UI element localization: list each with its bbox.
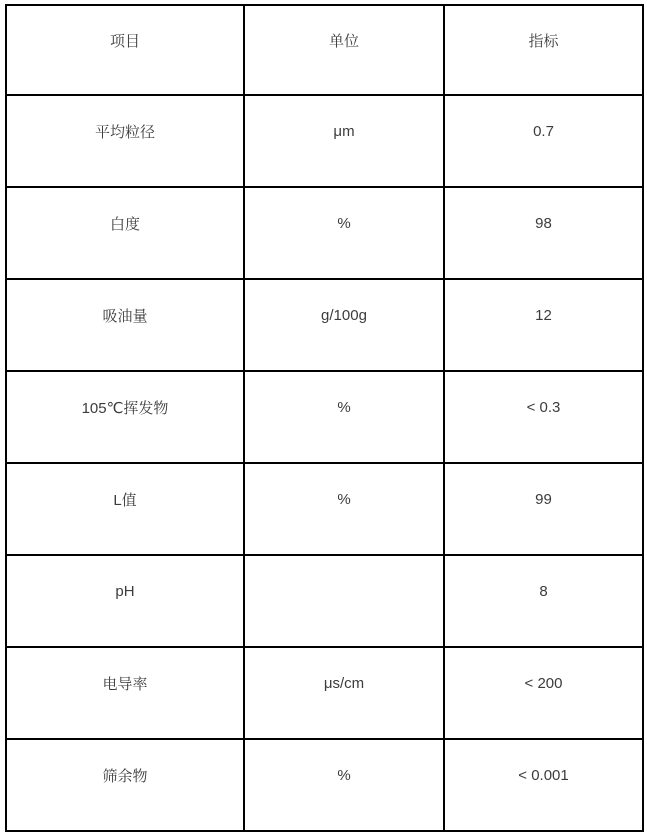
- cell-item: pH: [6, 555, 244, 647]
- cell-unit: %: [244, 187, 444, 279]
- table-row: [6, 463, 643, 555]
- cell-unit: μs/cm: [244, 647, 444, 739]
- table-row: [6, 647, 643, 739]
- cell-value: < 0.001: [444, 739, 643, 831]
- table-row: [6, 187, 643, 279]
- cell-item: 105℃挥发物: [6, 371, 244, 463]
- cell-value: < 0.3: [444, 371, 643, 463]
- table-row: [6, 371, 643, 463]
- cell-unit: %: [244, 371, 444, 463]
- table-row: [6, 739, 643, 831]
- cell-item: 白度: [6, 187, 244, 279]
- header-item: 项目: [6, 5, 244, 95]
- cell-item: 电导率: [6, 647, 244, 739]
- cell-value: 99: [444, 463, 643, 555]
- product-spec-table: [5, 4, 644, 832]
- header-value: 指标: [444, 5, 643, 95]
- cell-value: 12: [444, 279, 643, 371]
- header-unit: 单位: [244, 5, 444, 95]
- cell-unit: [244, 555, 444, 647]
- cell-unit: g/100g: [244, 279, 444, 371]
- table-row: [6, 555, 643, 647]
- cell-unit: μm: [244, 95, 444, 187]
- cell-value: < 200: [444, 647, 643, 739]
- cell-item: 筛余物: [6, 739, 244, 831]
- cell-value: 0.7: [444, 95, 643, 187]
- table-header-row: [6, 5, 643, 95]
- cell-unit: %: [244, 463, 444, 555]
- cell-value: 8: [444, 555, 643, 647]
- table-row: [6, 279, 643, 371]
- cell-unit: %: [244, 739, 444, 831]
- table-row: [6, 95, 643, 187]
- cell-item: 吸油量: [6, 279, 244, 371]
- cell-item: 平均粒径: [6, 95, 244, 187]
- cell-value: 98: [444, 187, 643, 279]
- cell-item: L值: [6, 463, 244, 555]
